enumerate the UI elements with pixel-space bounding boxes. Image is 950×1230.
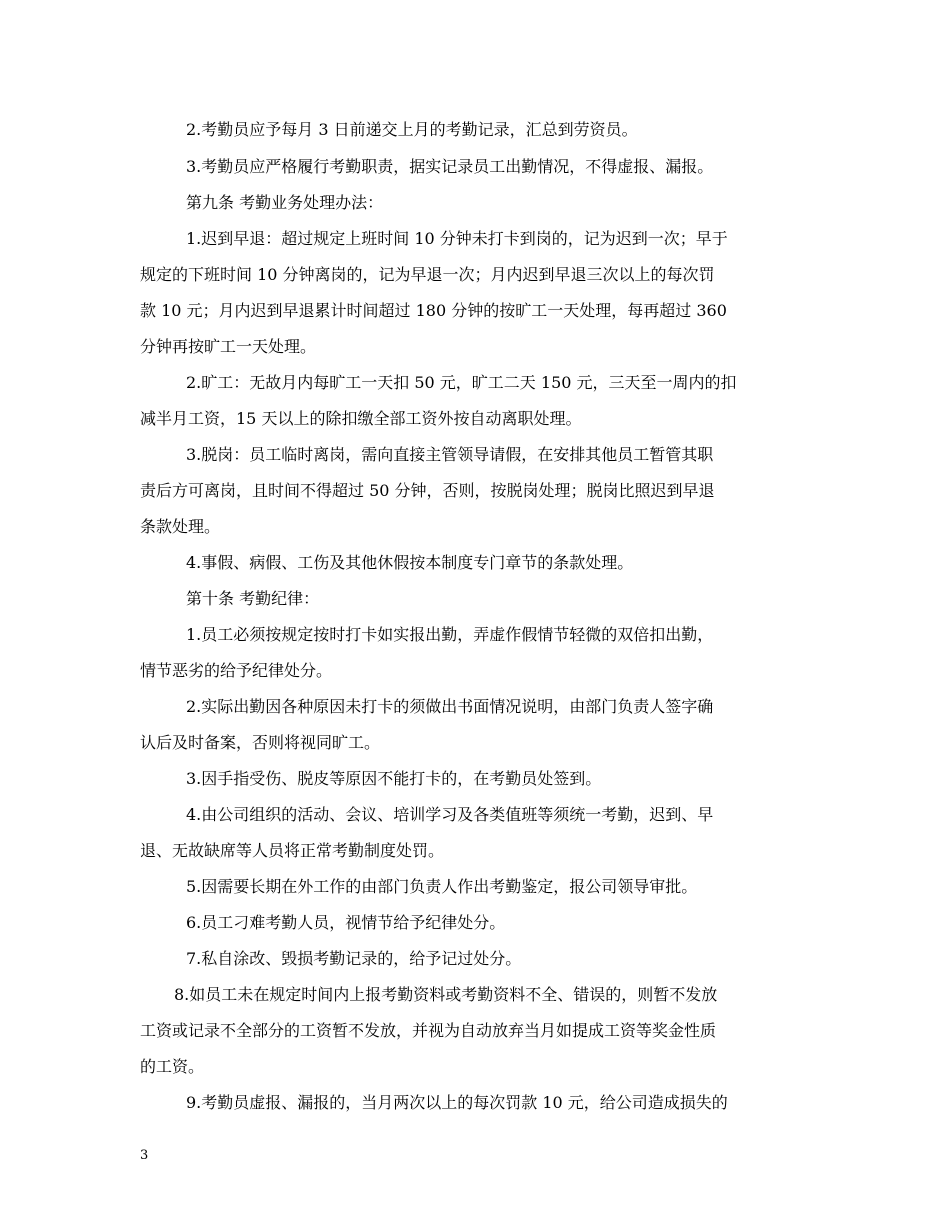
text-line: 2.旷工：无故月内每旷工一天扣 50 元，旷工二天 150 元，三天至一周内的扣 [186,373,737,392]
text-line: 条款处理。 [140,517,221,536]
text-line: 4.事假、病假、工伤及其他休假按本制度专门章节的条款处理。 [186,553,634,572]
text-line: 减半月工资，15 天以上的除扣缴全部工资外按自动离职处理。 [140,409,582,428]
text-line: 4.由公司组织的活动、会议、培训学习及各类值班等须统一考勤，迟到、早 [186,805,714,824]
text-line: 款 10 元；月内迟到早退累计时间超过 180 分钟的按旷工一天处理，每再超过 360 [140,301,727,320]
text-line: 责后方可离岗，且时间不得超过 50 分钟，否则，按脱岗处理；脱岗比照迟到早退 [140,481,715,500]
text-line: 情节恶劣的给予纪律处分。 [140,661,333,680]
text-line: 认后及时备案，否则将视同旷工。 [140,733,381,752]
text-line: 3.考勤员应严格履行考勤职责，据实记录员工出勤情况，不得虚报、漏报。 [186,157,714,176]
section-heading: 第十条 考勤纪律： [186,589,320,608]
text-line: 2.考勤员应予每月 3 日前递交上月的考勤记录，汇总到劳资员。 [186,120,638,139]
text-line: 工资或记录不全部分的工资暂不发放，并视为自动放弃当月如提成工资等奖金性质 [140,1021,717,1040]
text-line: 退、无故缺席等人员将正常考勤制度处罚。 [140,841,445,860]
text-line: 分钟再按旷工一天处理。 [140,337,317,356]
text-line: 3.脱岗：员工临时离岗，需向直接主管领导请假，在安排其他员工暂管其职 [186,445,714,464]
text-line: 规定的下班时间 10 分钟离岗的，记为早退一次；月内迟到早退三次以上的每次罚 [140,265,715,284]
text-line: 9.考勤员虚报、漏报的，当月两次以上的每次罚款 10 元，给公司造成损失的 [186,1093,728,1112]
section-heading: 第九条 考勤业务处理办法： [186,193,384,212]
text-line: 5.因需要长期在外工作的由部门负责人作出考勤鉴定，报公司领导审批。 [186,877,698,896]
text-line: 7.私自涂改、毁损考勤记录的，给予记过处分。 [186,949,522,968]
text-line: 2.实际出勤因各种原因未打卡的须做出书面情况说明，由部门负责人签字确 [186,697,714,716]
text-line: 3.因手指受伤、脱皮等原因不能打卡的，在考勤员处签到。 [186,769,602,788]
text-line: 8.如员工未在规定时间内上报考勤资料或考勤资料不全、错误的，则暂不发放 [174,985,718,1004]
text-line: 的工资。 [140,1057,205,1076]
text-line: 6.员工刁难考勤人员，视情节给予纪律处分。 [186,913,506,932]
text-line: 1.迟到早退：超过规定上班时间 10 分钟未打卡到岗的，记为迟到一次；早于 [186,229,728,248]
text-line: 1.员工必须按规定按时打卡如实报出勤，弄虚作假情节轻微的双倍扣出勤， [186,625,714,644]
page-number: 3 [140,1148,149,1163]
